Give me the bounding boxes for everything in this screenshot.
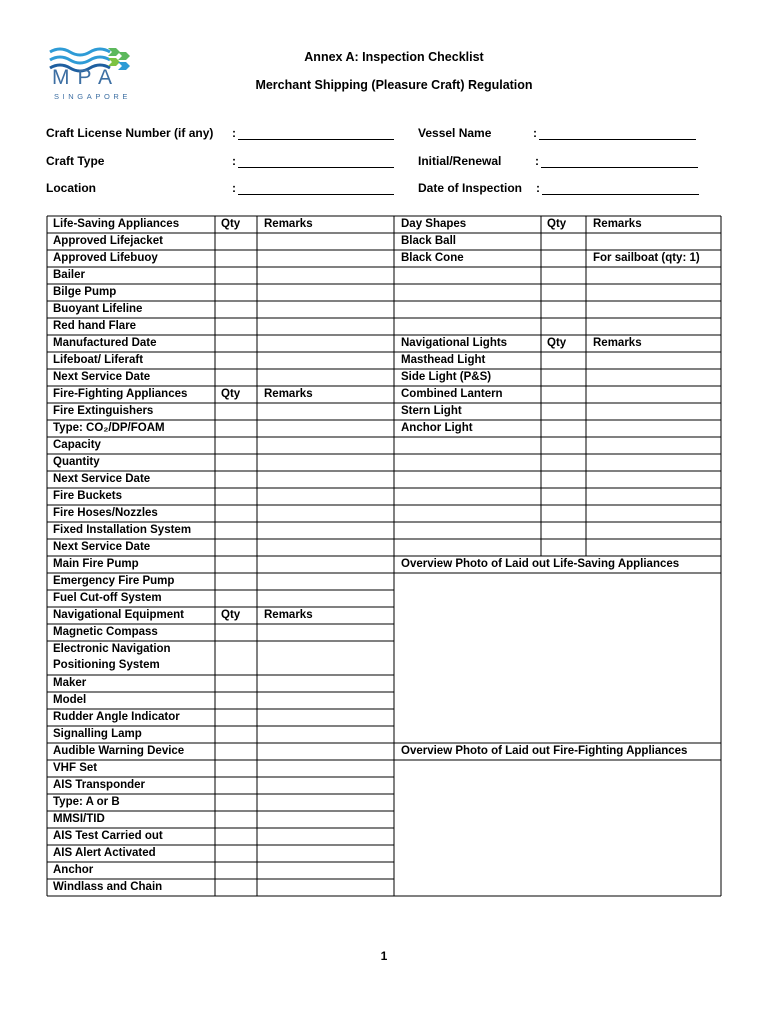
remarks-note: For sailboat (qty: 1) xyxy=(593,252,700,264)
section-header: Navigational Lights xyxy=(401,337,508,349)
checklist-item: AIS Transponder xyxy=(53,779,146,791)
remarks-header: Remarks xyxy=(264,609,313,621)
field-label-initial-renewal: Initial/Renewal xyxy=(418,154,502,168)
checklist-item: Fuel Cut-off System xyxy=(53,592,162,604)
remarks-header: Remarks xyxy=(264,218,313,230)
field-colon: : xyxy=(533,126,537,140)
checklist-item: Rudder Angle Indicator xyxy=(53,711,180,723)
checklist-item: Magnetic Compass xyxy=(53,626,158,638)
checklist-item: AIS Alert Activated xyxy=(53,847,156,859)
qty-header: Qty xyxy=(547,337,567,349)
checklist-item: Electronic Navigation xyxy=(53,643,171,655)
checklist-item: Anchor xyxy=(53,864,94,876)
photo-box-title: Overview Photo of Laid out Life-Saving Appliances xyxy=(401,558,680,570)
checklist-item: VHF Set xyxy=(53,762,98,774)
checklist-item: Black Cone xyxy=(401,252,464,264)
checklist-item: Next Service Date xyxy=(53,541,151,553)
checklist-item: Positioning System xyxy=(53,659,160,671)
checklist-item: Red hand Flare xyxy=(53,320,137,332)
checklist-item: Signalling Lamp xyxy=(53,728,142,740)
field-label-date-of-inspection: Date of Inspection xyxy=(418,181,523,195)
logo-name: MPA xyxy=(52,66,120,89)
remarks-header: Remarks xyxy=(593,337,642,349)
checklist-item: Quantity xyxy=(53,456,100,468)
remarks-header: Remarks xyxy=(264,388,313,400)
checklist-item: Model xyxy=(53,694,87,706)
remarks-header: Remarks xyxy=(593,218,642,230)
checklist-item: Type: CO₂/DP/FOAM xyxy=(53,422,165,434)
section-header: Day Shapes xyxy=(401,218,467,230)
checklist-item: Maker xyxy=(53,677,87,689)
checklist-item: Fire Hoses/Nozzles xyxy=(53,507,158,519)
checklist-item: Anchor Light xyxy=(401,422,473,434)
page-number: 1 xyxy=(380,949,388,963)
field-label-craft-type: Craft Type xyxy=(46,154,105,168)
qty-header: Qty xyxy=(221,388,241,400)
checklist-item: Capacity xyxy=(53,439,101,451)
checklist-item: Type: A or B xyxy=(53,796,120,808)
section-header: Life-Saving Appliances xyxy=(53,218,180,230)
checklist-item: Fire Buckets xyxy=(53,490,123,502)
checklist-item: Black Ball xyxy=(401,235,456,247)
field-colon: : xyxy=(536,181,540,195)
logo-tagline: SINGAPORE xyxy=(54,92,131,101)
checklist-item: Masthead Light xyxy=(401,354,486,366)
checklist-item: Fixed Installation System xyxy=(53,524,192,536)
field-colon: : xyxy=(232,126,236,140)
checklist-item: Bilge Pump xyxy=(53,286,117,298)
qty-header: Qty xyxy=(221,609,241,621)
checklist-item: Bailer xyxy=(53,269,85,281)
checklist-item: Manufactured Date xyxy=(53,337,157,349)
checklist-item: MMSI/TID xyxy=(53,813,105,825)
checklist-item: Approved Lifebuoy xyxy=(53,252,158,264)
page-subtitle: Merchant Shipping (Pleasure Craft) Regulation xyxy=(255,78,533,92)
field-colon: : xyxy=(535,154,539,168)
photo-box-title: Overview Photo of Laid out Fire-Fighting Appliances xyxy=(401,745,688,757)
checklist-item: Emergency Fire Pump xyxy=(53,575,175,587)
checklist-item: Approved Lifejacket xyxy=(53,235,163,247)
checklist-item: Next Service Date xyxy=(53,371,151,383)
checklist-item: Windlass and Chain xyxy=(53,881,163,893)
section-header: Navigational Equipment xyxy=(53,609,184,621)
checklist-item: Buoyant Lifeline xyxy=(53,303,143,315)
checklist-item: Fire Extinguishers xyxy=(53,405,154,417)
field-label-vessel-name: Vessel Name xyxy=(418,126,492,140)
checklist-item: Stern Light xyxy=(401,405,462,417)
checklist-item: Main Fire Pump xyxy=(53,558,139,570)
section-header: Fire-Fighting Appliances xyxy=(53,388,188,400)
checklist-item: Side Light (P&S) xyxy=(401,371,492,383)
field-label-craft-license: Craft License Number (if any) xyxy=(46,126,214,140)
checklist-item: Combined Lantern xyxy=(401,388,503,400)
checklist-item: Lifeboat/ Liferaft xyxy=(53,354,144,366)
checklist-item: Next Service Date xyxy=(53,473,151,485)
checklist-item: AIS Test Carried out xyxy=(53,830,163,842)
qty-header: Qty xyxy=(221,218,241,230)
field-colon: : xyxy=(232,154,236,168)
field-colon: : xyxy=(232,181,236,195)
checklist-item: Audible Warning Device xyxy=(53,745,185,757)
page-title: Annex A: Inspection Checklist xyxy=(304,50,484,64)
field-label-location: Location xyxy=(46,181,96,195)
qty-header: Qty xyxy=(547,218,567,230)
